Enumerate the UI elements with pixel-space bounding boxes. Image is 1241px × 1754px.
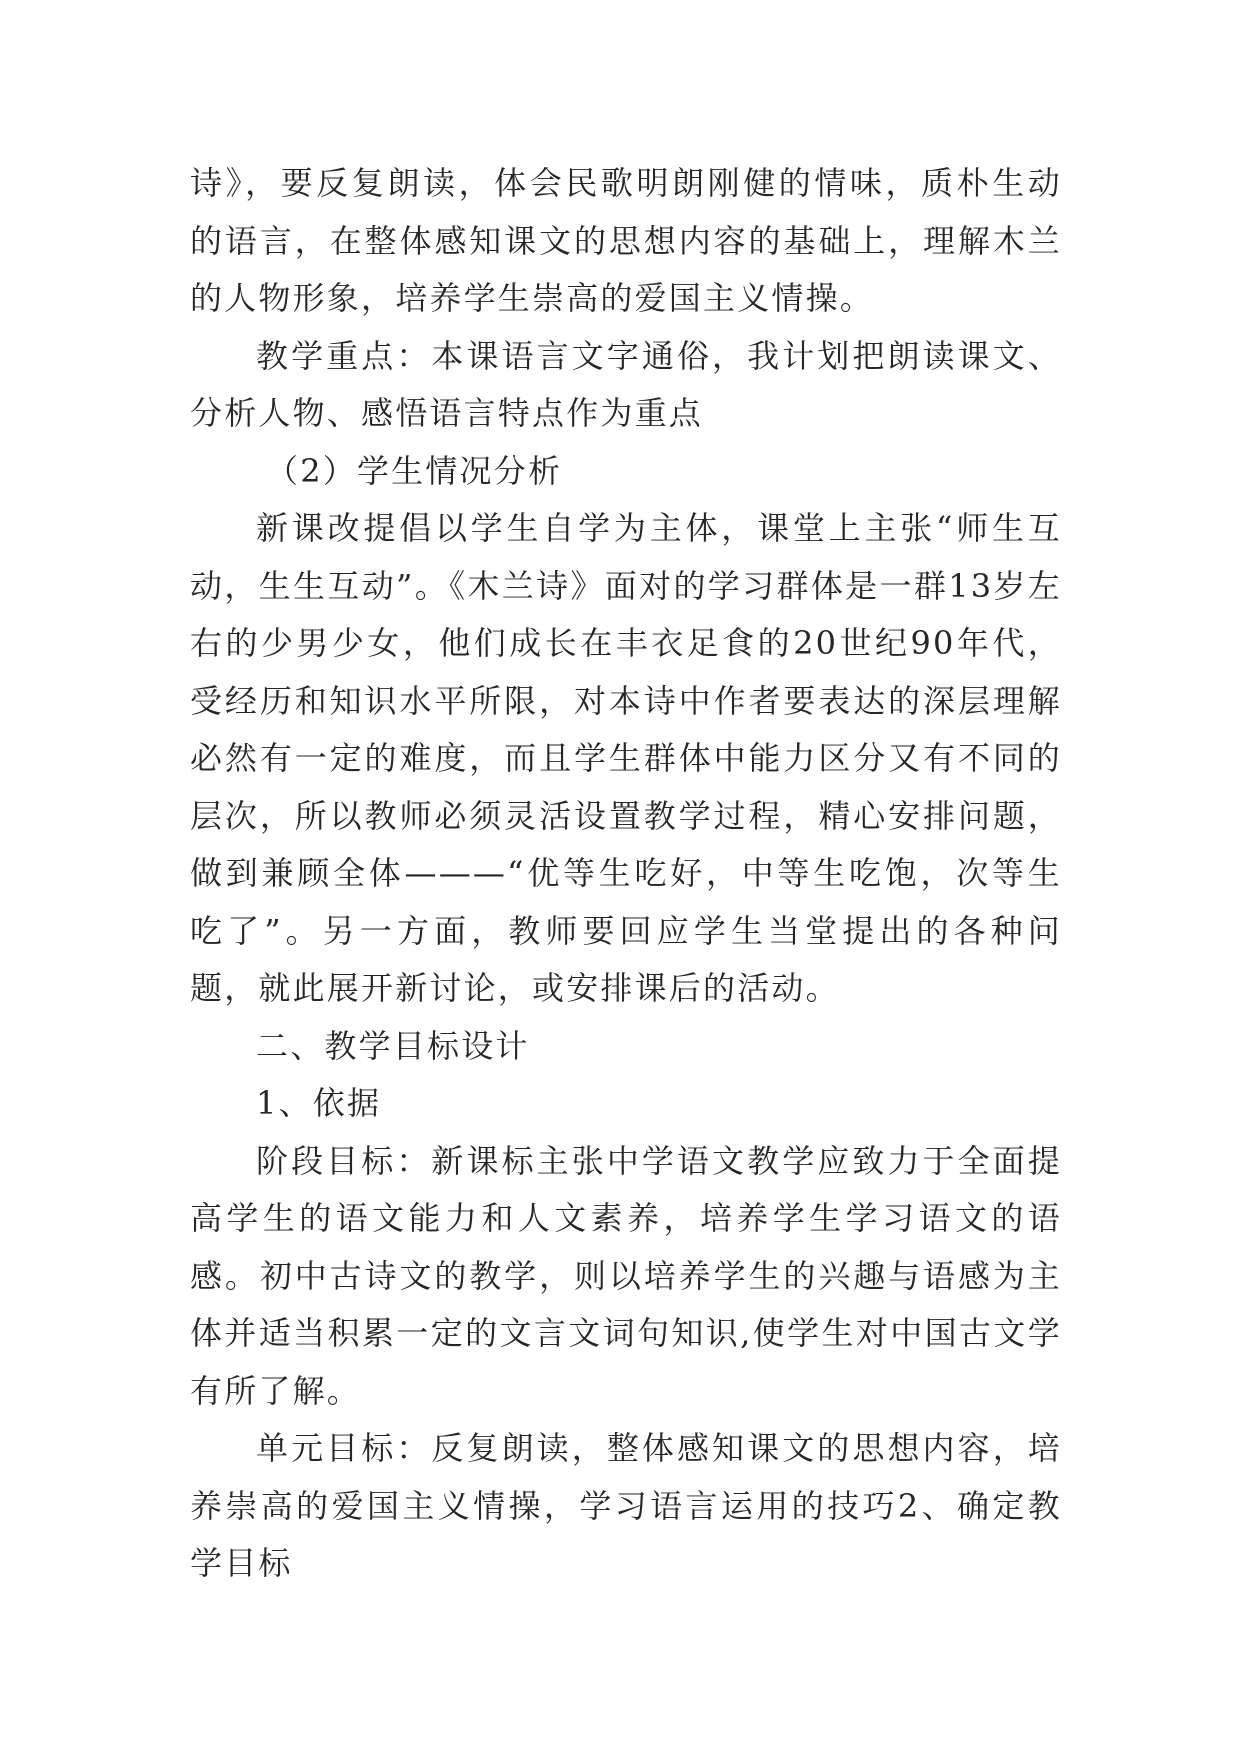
- heading-objective-design: 二、教学目标设计: [256, 1026, 530, 1065]
- subheading-basis: 1、依据: [256, 1084, 382, 1122]
- paragraph-teaching-focus: 教学重点：本课语言文字通俗，我计划把朗读课文、分析人物、感悟语言特点作为重点: [190, 336, 1062, 432]
- paragraph-stage-goal: 阶段目标：新课标主张中学语文教学应致力于全面提高学生的语文能力和人文素养，培养学生学习语文的语感。初中古诗文的教学，则以培养学生的兴趣与语感为主体并适当积累一定的文言文词句知识,使学生对中国古文学有所了解。: [190, 1141, 1062, 1410]
- paragraph-1: 诗》，要反复朗读，体会民歌明朗刚健的情味，质朴生动的语言，在整体感知课文的思想内容的基础上，理解木兰的人物形象，培养学生崇高的爱国主义情操。: [190, 164, 1062, 317]
- document-body: [190, 155, 1062, 1593]
- paragraph-student-analysis: 新课改提倡以学生自学为主体，课堂上主张“师生互动，生生互动”。《木兰诗》面对的学习群体是一群13岁左右的少男少女，他们成长在丰衣足食的20世纪90年代，受经历和知识水平所限，对本诗中作者要表达的深层理解必然有一定的难度，而且学生群体中能力区分又有不同的层次，所以教师必须灵活设置教学过程，精心安排问题，做到兼顾全体———“优等生吃好，中等生吃饱，次等生吃了”。另一方面，教师要回应学生当堂提出的各种问题，就此展开新讨论，或安排课后的活动。: [190, 509, 1062, 1007]
- subheading-student-analysis: （2）学生情况分析: [266, 451, 563, 490]
- paragraph-unit-goal: 单元目标：反复朗读，整体感知课文的思想内容，培养崇高的爱国主义情操，学习语言运用的技巧2、确定教学目标: [190, 1429, 1062, 1582]
